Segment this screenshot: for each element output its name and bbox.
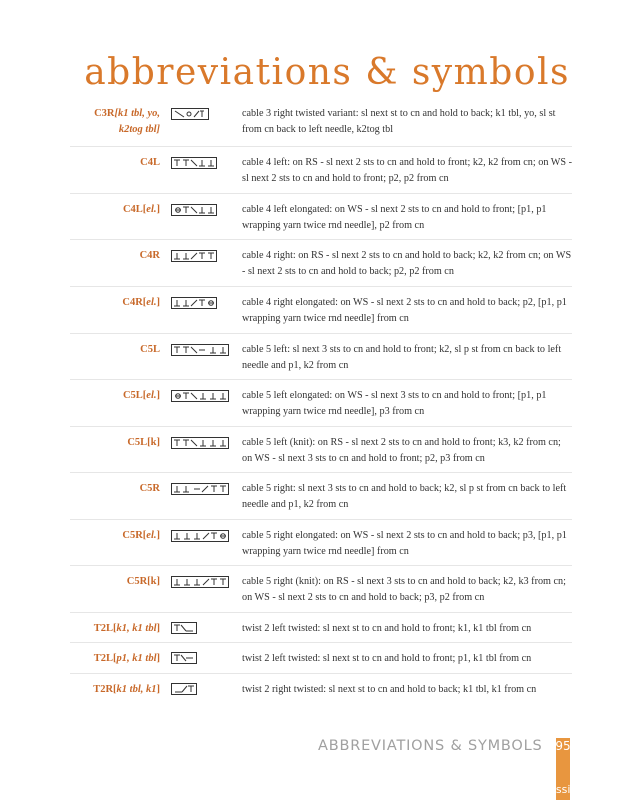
entry-abbr: C5R[el.]	[122, 530, 160, 541]
entry-c5r-elongated	[70, 520, 572, 566]
entry-c5l-knit	[70, 427, 572, 473]
footer-title: ABBREVIATIONS & SYMBOLS	[318, 738, 543, 754]
entry-t2l-p1	[70, 643, 572, 674]
c5l-knit-symbol-icon	[171, 437, 229, 449]
entry-description: twist 2 right twisted: sl next st to cn and hold to back; k1 tbl, k1 from cn	[242, 684, 537, 695]
entry-c4l-elongated	[70, 194, 572, 240]
entry-description: cable 4 left: on RS - sl next 2 sts to cn and hold to front; k2, k2 from cn; on WS - sl next 2 sts to cn and hold to front; p2, p2 from cn	[242, 157, 573, 184]
entry-t2l-k1	[70, 613, 572, 643]
c5l-symbol-icon	[171, 344, 229, 356]
c3r-symbol-icon	[171, 108, 209, 120]
c5r-symbol-icon	[171, 483, 229, 495]
entry-c5r	[70, 473, 572, 520]
c5l-elongated-symbol-icon	[171, 390, 229, 402]
t2l-k1-symbol-icon	[171, 622, 197, 634]
entry-c4l	[70, 147, 572, 194]
c5r-knit-symbol-icon	[171, 576, 229, 588]
entry-abbr: C5L[el.]	[122, 390, 160, 401]
entry-description: cable 5 left elongated: on WS - sl next 3 sts to cn and hold to front; [p1, p1 wrapping yarn twice rnd needle], p3 from cn	[242, 390, 547, 417]
c4r-elongated-symbol-icon	[171, 297, 217, 309]
entry-c5l	[70, 334, 572, 380]
page-title: abbreviations & symbols	[84, 52, 570, 93]
c5r-elongated-symbol-icon	[171, 530, 229, 542]
entry-abbr: T2L[p1, k1 tbl]	[93, 653, 160, 664]
entry-description: twist 2 left twisted: sl next st to cn and hold to front; p1, k1 tbl from cn	[242, 653, 532, 664]
entry-description: twist 2 left twisted: sl next st to cn and hold to front; k1, k1 tbl from cn	[242, 623, 532, 634]
entry-description: cable 4 right: on RS - sl next 2 sts to cn and hold to back; k2, k2 from cn; on WS - sl next 2 sts to cn and hold to back; p2, p2 from cn	[242, 250, 572, 277]
entry-description: cable 5 right: sl next 3 sts to cn and hold to back; k2, sl p st from cn back to left needle and p1, k2 from cn	[242, 483, 567, 510]
entry-abbr: T2R[k1 tbl, k1]	[93, 684, 160, 695]
entry-abbr: C5L[k]	[127, 437, 160, 448]
entry-description: cable 5 right (knit): on RS - sl next 3 sts to cn and hold to back; k2, k3 from cn; on WS - sl next 2 sts to cn and hold to back; p3, p2 from cn	[242, 576, 566, 603]
c4l-symbol-icon	[171, 157, 217, 169]
entry-abbr: C5L	[140, 344, 160, 355]
entry-abbr: C4R	[139, 250, 160, 261]
entry-description: cable 5 left (knit): on RS - sl next 2 sts to cn and hold to front; k3, k2 from cn; on WS - sl next 3 sts to cn and hold to front; p2, p3 from cn	[242, 437, 561, 464]
entry-description: cable 4 left elongated: on WS - sl next 2 sts to cn and hold to front; [p1, p1 wrapping yarn twice rnd needle], p2 from cn	[242, 204, 547, 231]
c4r-symbol-icon	[171, 250, 217, 262]
page-number: 95	[555, 739, 571, 753]
c4l-elongated-symbol-icon	[171, 204, 217, 216]
entry-c5r-knit	[70, 566, 572, 613]
t2l-p1-symbol-icon	[171, 652, 197, 664]
entry-c4r	[70, 240, 572, 287]
entry-description: cable 4 right elongated: on WS - sl next 2 sts to cn and hold to back; p2, [p1, p1 wrapping yarn twice rnd needle] from cn	[242, 297, 567, 324]
t2r-symbol-icon	[171, 683, 197, 695]
entry-abbr: C4R[el.]	[122, 297, 160, 308]
entry-abbr: C3R[k1 tbl, yo, k2tog tbl]	[94, 108, 160, 135]
entry-abbr: C4L	[140, 157, 160, 168]
entry-abbr: C5R[k]	[126, 576, 160, 587]
entry-c5l-elongated	[70, 380, 572, 427]
entry-description: cable 3 right twisted variant: sl next st to cn and hold to back; k1 tbl, yo, sl st from cn back to left needle, k2tog tbl	[242, 108, 556, 135]
abbreviation-list	[70, 103, 572, 704]
entry-description: cable 5 right elongated: on WS - sl next 2 sts to cn and hold to back; p3, [p1, p1 wrapping yarn twice rnd needle] from cn	[242, 530, 567, 557]
entry-abbr: C5R	[139, 483, 160, 494]
entry-t2r	[70, 674, 572, 704]
entry-c3r	[70, 103, 572, 147]
entry-abbr: C4L[el.]	[122, 204, 160, 215]
entry-description: cable 5 left: sl next 3 sts to cn and hold to front; k2, sl p st from cn back to left needle and p1, k2 from cn	[242, 344, 562, 371]
entry-c4r-elongated	[70, 287, 572, 334]
watermark: PassionForum.ru	[543, 783, 634, 796]
entry-abbr: T2L[k1, k1 tbl]	[93, 623, 160, 634]
